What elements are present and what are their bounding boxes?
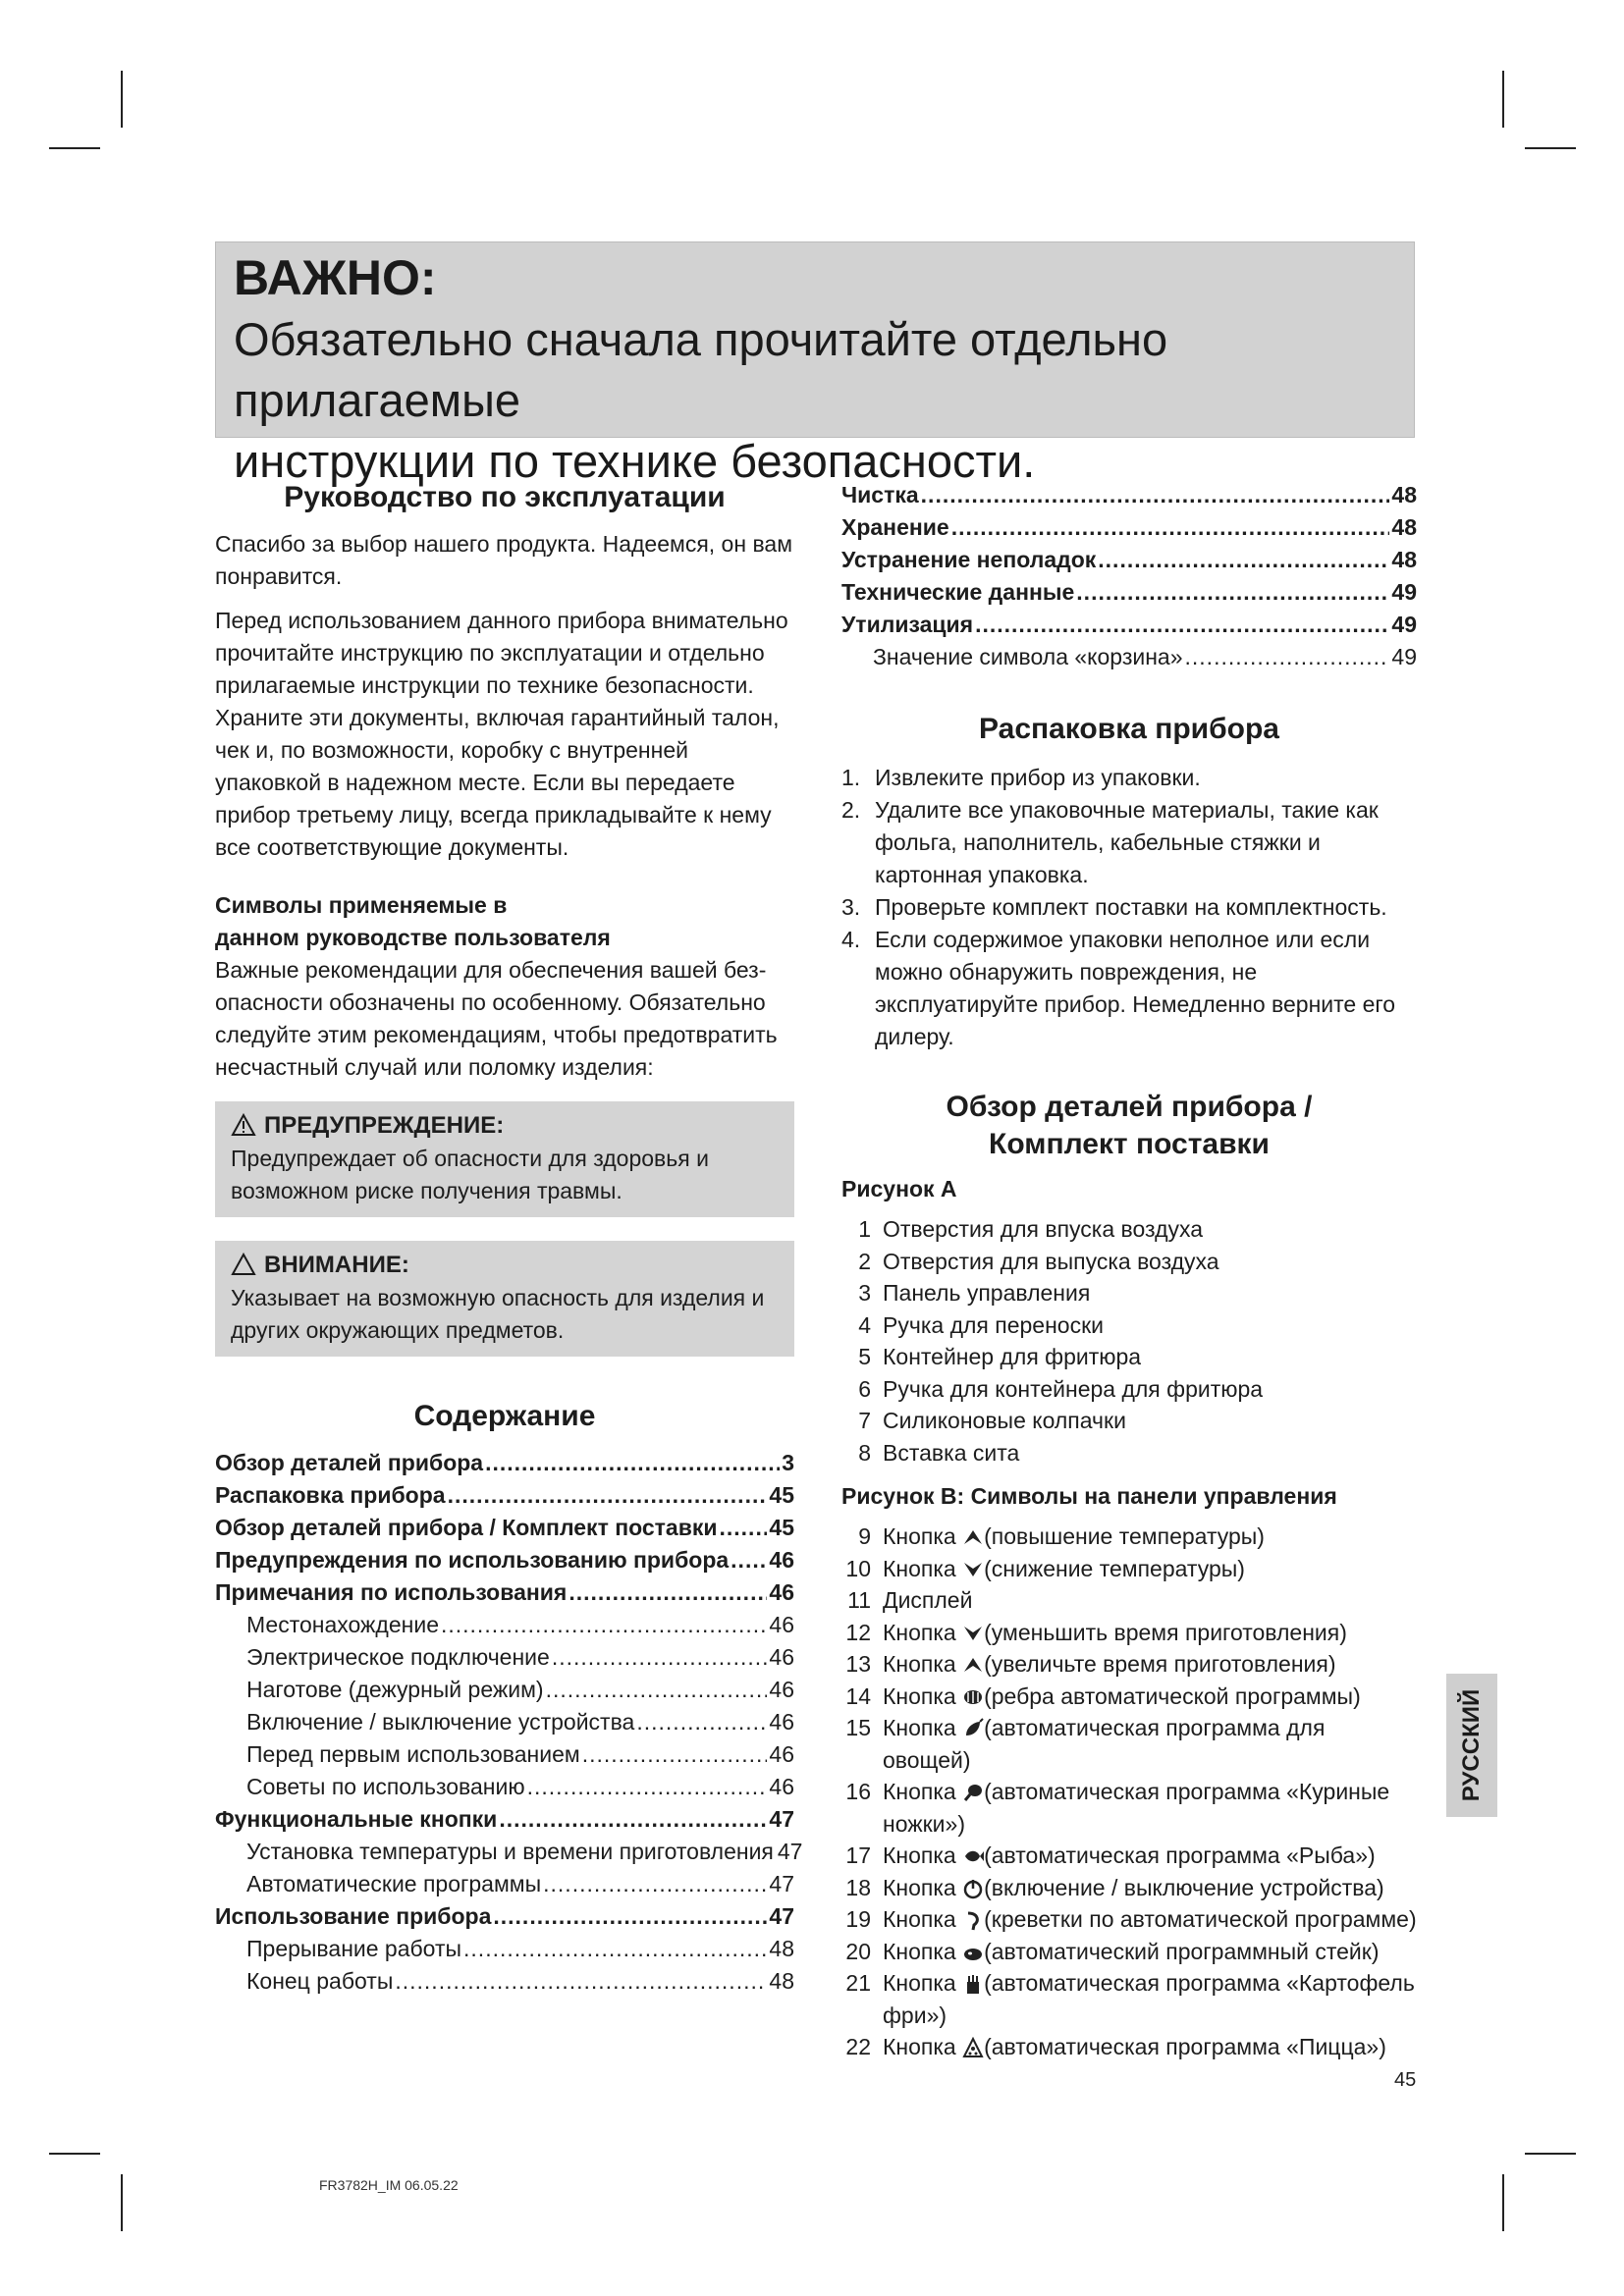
figure-b-item bbox=[841, 1776, 1417, 1840]
item-number: 21 bbox=[845, 1970, 871, 1996]
figure-a-item bbox=[841, 1277, 1417, 1309]
toc-entry-label: Советы по использованию bbox=[246, 1774, 525, 1799]
toc-leader-dots bbox=[720, 1512, 768, 1544]
toc-entry bbox=[215, 1771, 794, 1803]
toc-title: Содержание bbox=[413, 1400, 596, 1432]
toc-entry bbox=[215, 1803, 794, 1836]
figure-b-item bbox=[841, 1967, 1417, 2031]
toc-entry bbox=[841, 479, 1417, 511]
item-desc: (креветки по автоматической программе) bbox=[984, 1906, 1417, 1932]
toc-entry-page: 48 bbox=[1391, 482, 1417, 507]
item-number: 17 bbox=[845, 1842, 871, 1868]
figure-a-item bbox=[841, 1437, 1417, 1469]
toc-leader-dots bbox=[493, 1900, 767, 1933]
crop-mark bbox=[1525, 2153, 1576, 2155]
toc-leader-dots bbox=[448, 1479, 768, 1512]
toc-entry bbox=[841, 641, 1417, 673]
caution-text: Указывает на возможную опасность для изделия и других окружающих предметов. bbox=[231, 1285, 765, 1343]
toc-entry-page: 48 bbox=[769, 1968, 794, 1994]
toc-entry-page: 49 bbox=[1391, 644, 1417, 669]
item-desc: (уменьшить время приготовления) bbox=[984, 1619, 1347, 1645]
manual-body: Перед использованием данного прибора внимательно прочитайте инструкцию по эксплуатации и отдельно прилагаемые инструкции по технике безопасности. Храните эти документы, включая гарантийный талон, чек и, по возможности, коробку с внутренней упаковкой в надежном месте. Если вы передаете прибор третьему лицу, всегда прикладывайте к нему все соответствующие документы. bbox=[215, 608, 788, 860]
item-text bbox=[883, 1776, 1417, 1840]
toc-leader-dots bbox=[636, 1706, 767, 1738]
figure-a-list bbox=[841, 1213, 1417, 1468]
toc-leader-dots bbox=[395, 1965, 767, 1998]
toc-leader-dots bbox=[527, 1771, 768, 1803]
toc-entry-label: Хранение bbox=[841, 514, 949, 540]
item-prefix: Кнопка bbox=[883, 1970, 963, 1996]
toc-entry-page: 46 bbox=[769, 1547, 794, 1573]
warning-triangle-icon bbox=[231, 1113, 256, 1137]
banner-title: ВАЖНО: bbox=[234, 250, 437, 305]
item-text bbox=[883, 1617, 1347, 1649]
toc-entry-page: 48 bbox=[1391, 547, 1417, 572]
item-desc: (автоматическая программа «Пицца») bbox=[984, 2034, 1386, 2059]
important-banner bbox=[215, 241, 1415, 487]
item-prefix: Кнопка bbox=[883, 1715, 963, 1740]
toc-entry-page: 47 bbox=[769, 1806, 794, 1832]
toc-right-list bbox=[841, 479, 1417, 673]
item-prefix: Кнопка bbox=[883, 1651, 963, 1677]
toc-leader-dots bbox=[568, 1576, 767, 1609]
arrow-down-icon bbox=[962, 1623, 984, 1644]
steak-icon bbox=[962, 1942, 984, 1963]
arrow-down-icon bbox=[962, 1559, 984, 1580]
figure-a-item bbox=[841, 1373, 1417, 1406]
item-desc: (повышение температуры) bbox=[984, 1523, 1265, 1549]
figure-a-item bbox=[841, 1309, 1417, 1342]
toc-entry bbox=[215, 1868, 794, 1900]
step-text: Если содержимое упаковки неполное или если можно обнаружить повреждения, не эксплуатируйте прибор. Немедленно верните его дилеру. bbox=[875, 927, 1396, 1049]
figure-b-item bbox=[841, 1648, 1417, 1681]
toc-leader-dots bbox=[543, 1868, 767, 1900]
item-number: 11 bbox=[847, 1587, 871, 1613]
item-desc: (автоматическая программа «Рыба») bbox=[984, 1842, 1376, 1868]
figure-a-item bbox=[841, 1213, 1417, 1246]
toc-entry bbox=[841, 576, 1417, 609]
figure-b-item bbox=[841, 1712, 1417, 1776]
unpacking-step bbox=[841, 794, 1417, 891]
item-text bbox=[883, 1648, 1336, 1681]
symbols-text: Важные рекомендации для обеспечения вашей безопасности обозначены по особенному. Обязательно следуйте этим рекомендациям, чтобы предотвратить несчастный случай или поломку изделия: bbox=[215, 957, 778, 1080]
toc-entry bbox=[215, 1641, 794, 1674]
symbols-heading-2: данном руководстве пользователя bbox=[215, 925, 611, 950]
item-number: 3 bbox=[858, 1280, 871, 1306]
figure-b-list bbox=[841, 1521, 1417, 2063]
item-text bbox=[883, 1872, 1384, 1904]
toc-entry-page: 46 bbox=[769, 1579, 794, 1605]
item-text bbox=[883, 1903, 1417, 1936]
item-text: Ручка для переноски bbox=[883, 1311, 1104, 1338]
caution-triangle-icon bbox=[231, 1253, 256, 1276]
item-number: 19 bbox=[845, 1906, 871, 1932]
toc-entry-label: Устранение неполадок bbox=[841, 547, 1097, 572]
toc-entry-page: 48 bbox=[1391, 514, 1417, 540]
toc-entry-page: 46 bbox=[769, 1774, 794, 1799]
footer-code: FR3782H_IM 06.05.22 bbox=[319, 2177, 459, 2193]
toc-leader-dots bbox=[975, 609, 1389, 641]
figure-b-item bbox=[841, 1840, 1417, 1872]
fries-icon bbox=[962, 1973, 984, 1995]
item-text bbox=[883, 1553, 1245, 1585]
page-number: 45 bbox=[1394, 2069, 1417, 2091]
toc-entry bbox=[215, 1706, 794, 1738]
toc-entry bbox=[215, 1933, 794, 1965]
ribs-icon bbox=[962, 1686, 984, 1708]
toc-entry-page: 47 bbox=[769, 1871, 794, 1896]
item-prefix: Кнопка bbox=[883, 1938, 963, 1964]
toc-entry-label: Утилизация bbox=[841, 612, 974, 637]
toc-entry-page: 49 bbox=[1391, 612, 1417, 637]
item-text bbox=[883, 1967, 1417, 2031]
item-prefix: Кнопка bbox=[883, 1555, 963, 1581]
item-text: Силиконовые колпачки bbox=[883, 1408, 1126, 1433]
toc-entry-label: Электрическое подключение bbox=[246, 1644, 550, 1670]
toc-entry-page: 46 bbox=[769, 1644, 794, 1670]
figure-b-item bbox=[841, 1584, 1417, 1617]
item-text bbox=[883, 1584, 972, 1617]
warning-title bbox=[231, 1109, 779, 1143]
warning-text: Предупреждает об опасности для здоровья и возможном риске получения травмы. bbox=[231, 1146, 709, 1203]
toc-entry bbox=[215, 1609, 794, 1641]
vegetable-icon bbox=[962, 1718, 984, 1739]
figure-b-item bbox=[841, 2031, 1417, 2063]
item-text bbox=[883, 1936, 1380, 1968]
manual-intro: Спасибо за выбор нашего продукта. Надеемся, он вам понравится. bbox=[215, 531, 793, 589]
item-number: 2 bbox=[858, 1248, 871, 1274]
toc-entry bbox=[215, 1738, 794, 1771]
item-prefix: Кнопка bbox=[883, 1906, 963, 1932]
toc-entry bbox=[841, 511, 1417, 544]
toc-leader-dots bbox=[1185, 641, 1390, 673]
toc-entry-label: Функциональные кнопки bbox=[215, 1806, 498, 1832]
caution-title-text: ВНИМАНИЕ: bbox=[264, 1252, 409, 1278]
toc-entry-label: Технические данные bbox=[841, 579, 1075, 605]
item-number: 20 bbox=[845, 1938, 871, 1964]
step-text: Извлеките прибор из упаковки. bbox=[875, 765, 1201, 790]
toc-entry bbox=[841, 544, 1417, 576]
toc-leader-dots bbox=[546, 1674, 768, 1706]
step-number: 3. bbox=[841, 894, 861, 920]
toc-entry-label: Прерывание работы bbox=[246, 1936, 462, 1961]
item-number: 10 bbox=[845, 1555, 871, 1581]
item-desc: (ребра автоматической программы) bbox=[984, 1682, 1361, 1709]
toc-entry-page: 3 bbox=[782, 1450, 794, 1475]
toc-leader-dots bbox=[951, 511, 1390, 544]
figure-b-title: Рисунок B: Символы на панели управления bbox=[841, 1483, 1337, 1509]
toc-entry bbox=[215, 1479, 794, 1512]
toc-entry-label: Обзор деталей прибора bbox=[215, 1450, 484, 1475]
item-text: Вставка сита bbox=[883, 1439, 1020, 1466]
toc-entry-page: 49 bbox=[1391, 579, 1417, 605]
item-text: Панель управления bbox=[883, 1280, 1091, 1306]
left-column bbox=[215, 479, 803, 1998]
toc-entry-label: Значение символа «корзина» bbox=[873, 644, 1183, 669]
toc-entry bbox=[215, 1836, 803, 1868]
toc-entry-label: Местонахождение bbox=[246, 1612, 439, 1637]
warning-box bbox=[215, 1101, 794, 1217]
figure-b-item bbox=[841, 1553, 1417, 1585]
item-prefix: Кнопка bbox=[883, 1779, 963, 1804]
figure-b-item bbox=[841, 1903, 1417, 1936]
toc-leader-dots bbox=[485, 1447, 780, 1479]
toc-leader-dots bbox=[1098, 544, 1389, 576]
step-number: 2. bbox=[841, 797, 861, 823]
right-column bbox=[841, 479, 1417, 2063]
overview-title-2: Комплект поставки bbox=[989, 1128, 1270, 1160]
figure-b-item bbox=[841, 1521, 1417, 1553]
item-number: 22 bbox=[845, 2034, 871, 2059]
shrimp-icon bbox=[962, 1909, 984, 1931]
toc-leader-dots bbox=[441, 1609, 767, 1641]
figure-a-item bbox=[841, 1341, 1417, 1373]
toc-entry-label: Перед первым использованием bbox=[246, 1741, 580, 1767]
toc-entry bbox=[841, 609, 1417, 641]
item-prefix: Кнопка bbox=[883, 2034, 963, 2059]
item-desc: (автоматическая программа «Картофель фри») bbox=[883, 1970, 1415, 2028]
toc-entry-page: 46 bbox=[769, 1709, 794, 1735]
figure-b-item bbox=[841, 1872, 1417, 1904]
item-number: 5 bbox=[858, 1344, 871, 1369]
toc-entry-page: 46 bbox=[769, 1612, 794, 1637]
item-text: Контейнер для фритюра bbox=[883, 1344, 1142, 1369]
toc-entry-page: 45 bbox=[769, 1515, 794, 1540]
figure-a-item bbox=[841, 1246, 1417, 1278]
language-tab bbox=[1446, 1674, 1497, 1817]
unpacking-step bbox=[841, 891, 1417, 924]
step-text: Проверьте комплект поставки на комплектность. bbox=[875, 894, 1387, 920]
item-desc: (автоматическая программа для овощей) bbox=[883, 1715, 1326, 1773]
fish-icon bbox=[962, 1845, 984, 1867]
item-text: Отверстия для выпуска воздуха bbox=[883, 1248, 1219, 1274]
unpacking-steps bbox=[841, 762, 1417, 1053]
unpacking-step bbox=[841, 924, 1417, 1053]
step-text: Удалите все упаковочные материалы, такие как фольга, наполнитель, кабельные стяжки и картонная упаковка. bbox=[875, 797, 1379, 887]
item-number: 12 bbox=[845, 1619, 871, 1645]
toc-left-list bbox=[215, 1447, 803, 1998]
item-text bbox=[883, 1521, 1265, 1553]
item-number: 6 bbox=[858, 1375, 871, 1402]
toc-entry bbox=[215, 1512, 794, 1544]
toc-entry-label: Конец работы bbox=[246, 1968, 394, 1994]
item-prefix: Кнопка bbox=[883, 1842, 963, 1868]
toc-entry-label: Установка температуры и времени приготовления bbox=[246, 1839, 774, 1864]
toc-entry-label: Включение / выключение устройства bbox=[246, 1709, 635, 1735]
figure-a-item bbox=[841, 1405, 1417, 1437]
crop-mark bbox=[1502, 71, 1504, 128]
item-number: 7 bbox=[858, 1408, 871, 1433]
toc-leader-dots bbox=[1076, 576, 1389, 609]
toc-entry-label: Наготове (дежурный режим) bbox=[246, 1677, 544, 1702]
item-prefix: Кнопка bbox=[883, 1682, 963, 1709]
item-number: 15 bbox=[845, 1715, 871, 1740]
toc-entry-label: Использование прибора bbox=[215, 1903, 492, 1929]
toc-entry-page: 46 bbox=[769, 1741, 794, 1767]
toc-entry bbox=[215, 1965, 794, 1998]
pizza-icon bbox=[962, 2037, 984, 2058]
step-number: 4. bbox=[841, 927, 861, 952]
item-number: 1 bbox=[858, 1216, 871, 1242]
item-text bbox=[883, 2031, 1386, 2063]
figure-b-item bbox=[841, 1681, 1417, 1713]
toc-entry-label: Предупреждения по использованию прибора bbox=[215, 1547, 730, 1573]
item-text bbox=[883, 1840, 1376, 1872]
unpacking-step bbox=[841, 762, 1417, 794]
item-desc: (снижение температуры) bbox=[984, 1555, 1245, 1581]
toc-entry bbox=[215, 1900, 794, 1933]
toc-entry-label: Автоматические программы bbox=[246, 1871, 542, 1896]
figure-a-title: Рисунок A bbox=[841, 1176, 957, 1201]
crop-mark bbox=[121, 71, 123, 128]
item-number: 4 bbox=[858, 1311, 871, 1338]
toc-entry-label: Примечания по использования bbox=[215, 1579, 568, 1605]
overview-title-1: Обзор деталей прибора / bbox=[946, 1091, 1313, 1123]
item-number: 9 bbox=[858, 1523, 871, 1549]
toc-entry-label: Обзор деталей прибора / Комплект поставки bbox=[215, 1515, 718, 1540]
toc-entry bbox=[215, 1674, 794, 1706]
toc-entry-page: 46 bbox=[769, 1677, 794, 1702]
toc-entry-page: 47 bbox=[777, 1839, 803, 1864]
crop-mark bbox=[49, 2153, 100, 2155]
language-tab-label: РУССКИЙ bbox=[1458, 1688, 1485, 1802]
item-text bbox=[883, 1712, 1417, 1776]
power-icon bbox=[962, 1878, 984, 1899]
toc-entry-page: 48 bbox=[769, 1936, 794, 1961]
item-prefix: Кнопка bbox=[883, 1619, 963, 1645]
crop-mark bbox=[1525, 147, 1576, 149]
toc-entry-page: 45 bbox=[769, 1482, 794, 1508]
toc-leader-dots bbox=[921, 479, 1390, 511]
crop-mark bbox=[49, 147, 100, 149]
item-prefix: Кнопка bbox=[883, 1523, 963, 1549]
warning-title-text: ПРЕДУПРЕЖДЕНИЕ: bbox=[264, 1112, 505, 1139]
toc-leader-dots bbox=[552, 1641, 768, 1674]
item-number: 16 bbox=[845, 1779, 871, 1804]
caution-title bbox=[231, 1249, 779, 1282]
toc-entry-label: Чистка bbox=[841, 482, 919, 507]
toc-leader-dots bbox=[731, 1544, 767, 1576]
item-desc: (автоматическая программа «Куриные ножки») bbox=[883, 1779, 1390, 1837]
unpacking-title: Распаковка прибора bbox=[979, 713, 1279, 745]
toc-leader-dots bbox=[582, 1738, 768, 1771]
item-number: 13 bbox=[845, 1651, 871, 1677]
toc-leader-dots bbox=[463, 1933, 767, 1965]
toc-leader-dots bbox=[499, 1803, 767, 1836]
toc-entry-label: Распаковка прибора bbox=[215, 1482, 446, 1508]
symbols-heading-1: Символы применяемые в bbox=[215, 892, 508, 918]
step-number: 1. bbox=[841, 765, 861, 790]
banner-line-1: Обязательно сначала прочитайте отдельно прилагаемые bbox=[234, 313, 1168, 426]
manual-title: Руководство по эксплуатации bbox=[284, 481, 726, 513]
arrow-up-icon bbox=[962, 1654, 984, 1676]
toc-entry bbox=[215, 1576, 794, 1609]
item-number: 18 bbox=[845, 1874, 871, 1900]
banner-line-2: инструкции по технике безопасности. bbox=[234, 435, 1036, 487]
figure-b-item bbox=[841, 1617, 1417, 1649]
item-desc: (автоматический программный стейк) bbox=[984, 1938, 1380, 1964]
item-text: Отверстия для впуска воздуха bbox=[883, 1216, 1204, 1242]
crop-mark bbox=[1502, 2174, 1504, 2231]
item-desc: (включение / выключение устройства) bbox=[984, 1874, 1384, 1900]
item-prefix: Дисплей bbox=[883, 1587, 973, 1613]
toc-entry-page: 47 bbox=[769, 1903, 794, 1929]
item-text: Ручка для контейнера для фритюра bbox=[883, 1375, 1264, 1402]
crop-mark bbox=[121, 2174, 123, 2231]
toc-entry bbox=[215, 1447, 794, 1479]
caution-box bbox=[215, 1241, 794, 1357]
item-number: 8 bbox=[858, 1439, 871, 1466]
item-desc: (увеличьте время приготовления) bbox=[984, 1651, 1336, 1677]
item-number: 14 bbox=[845, 1682, 871, 1709]
toc-entry bbox=[215, 1544, 794, 1576]
arrow-up-icon bbox=[962, 1526, 984, 1548]
figure-b-item bbox=[841, 1936, 1417, 1968]
drumstick-icon bbox=[962, 1782, 984, 1803]
item-prefix: Кнопка bbox=[883, 1874, 963, 1900]
item-text bbox=[883, 1681, 1361, 1713]
